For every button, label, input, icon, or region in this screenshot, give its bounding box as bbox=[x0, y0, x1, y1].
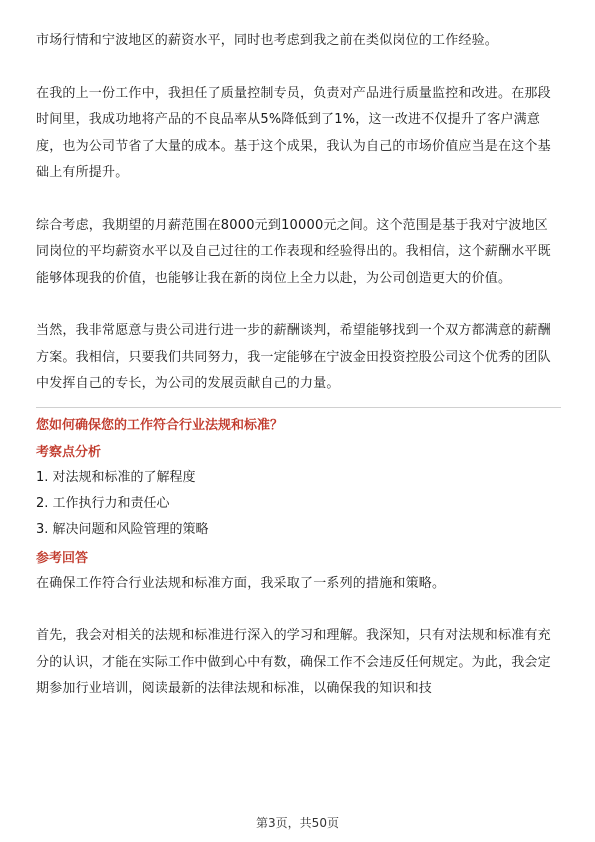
section-divider bbox=[36, 407, 561, 408]
paragraph: 在确保工作符合行业法规和标准方面，我采取了一系列的措施和策略。 bbox=[36, 575, 446, 591]
analysis-title: 考察点分析 bbox=[36, 444, 102, 460]
list-item: 2. 工作执行力和责任心 bbox=[36, 495, 170, 511]
paragraph: 在我的上一份工作中，我担任了质量控制专员，负责对产品进行质量监控和改进。在那段时间里，我成功地将产品的不良品率从5%降低到了1%，这一改进不仅提升了客户满意度，也为公司节省了大量的成本。基于这个成果，我认为自己的市场价值应当是在这个基础上有所提升。 bbox=[36, 85, 551, 180]
list-item: 1. 对法规和标准的了解程度 bbox=[36, 469, 196, 485]
paragraph: 市场行情和宁波地区的薪资水平，同时也考虑到我之前在类似岗位的工作经验。 bbox=[36, 33, 499, 48]
question-heading: 您如何确保您的工作符合行业法规和标准？ bbox=[36, 417, 284, 433]
reference-title: 参考回答 bbox=[36, 550, 89, 566]
list-item: 3. 解决问题和风险管理的策略 bbox=[36, 521, 209, 537]
paragraph: 综合考虑，我期望的月薪范围在8000元到10000元之间。这个范围是基于我对宁波地区同岗位的平均薪资水平以及自己过往的工作表现和经验得出的。我相信，这个薪酬水平既能够体现我的价值，也能够让我在新的岗位上全力以赴，为公司创造更大的价值。 bbox=[36, 217, 551, 286]
page-footer: 第3页，共50页 bbox=[256, 816, 339, 830]
analysis-list bbox=[36, 465, 561, 543]
paragraph: 首先，我会对相关的法规和标准进行深入的学习和理解。我深知，只有对法规和标准有充分的认识，才能在实际工作中做到心中有数，确保工作不会违反任何规定。为此，我会定期参加行业培训，阅读最新的法律法规和标准，以确保我的知识和技 bbox=[36, 628, 551, 696]
document-page bbox=[36, 28, 561, 703]
paragraph: 当然，我非常愿意与贵公司进行进一步的薪酬谈判，希望能够找到一个双方都满意的薪酬方案。我相信，只要我们共同努力，我一定能够在宁波金田投资控股公司这个优秀的团队中发挥自己的专长，为公司的发展贡献自己的力量。 bbox=[36, 323, 551, 391]
